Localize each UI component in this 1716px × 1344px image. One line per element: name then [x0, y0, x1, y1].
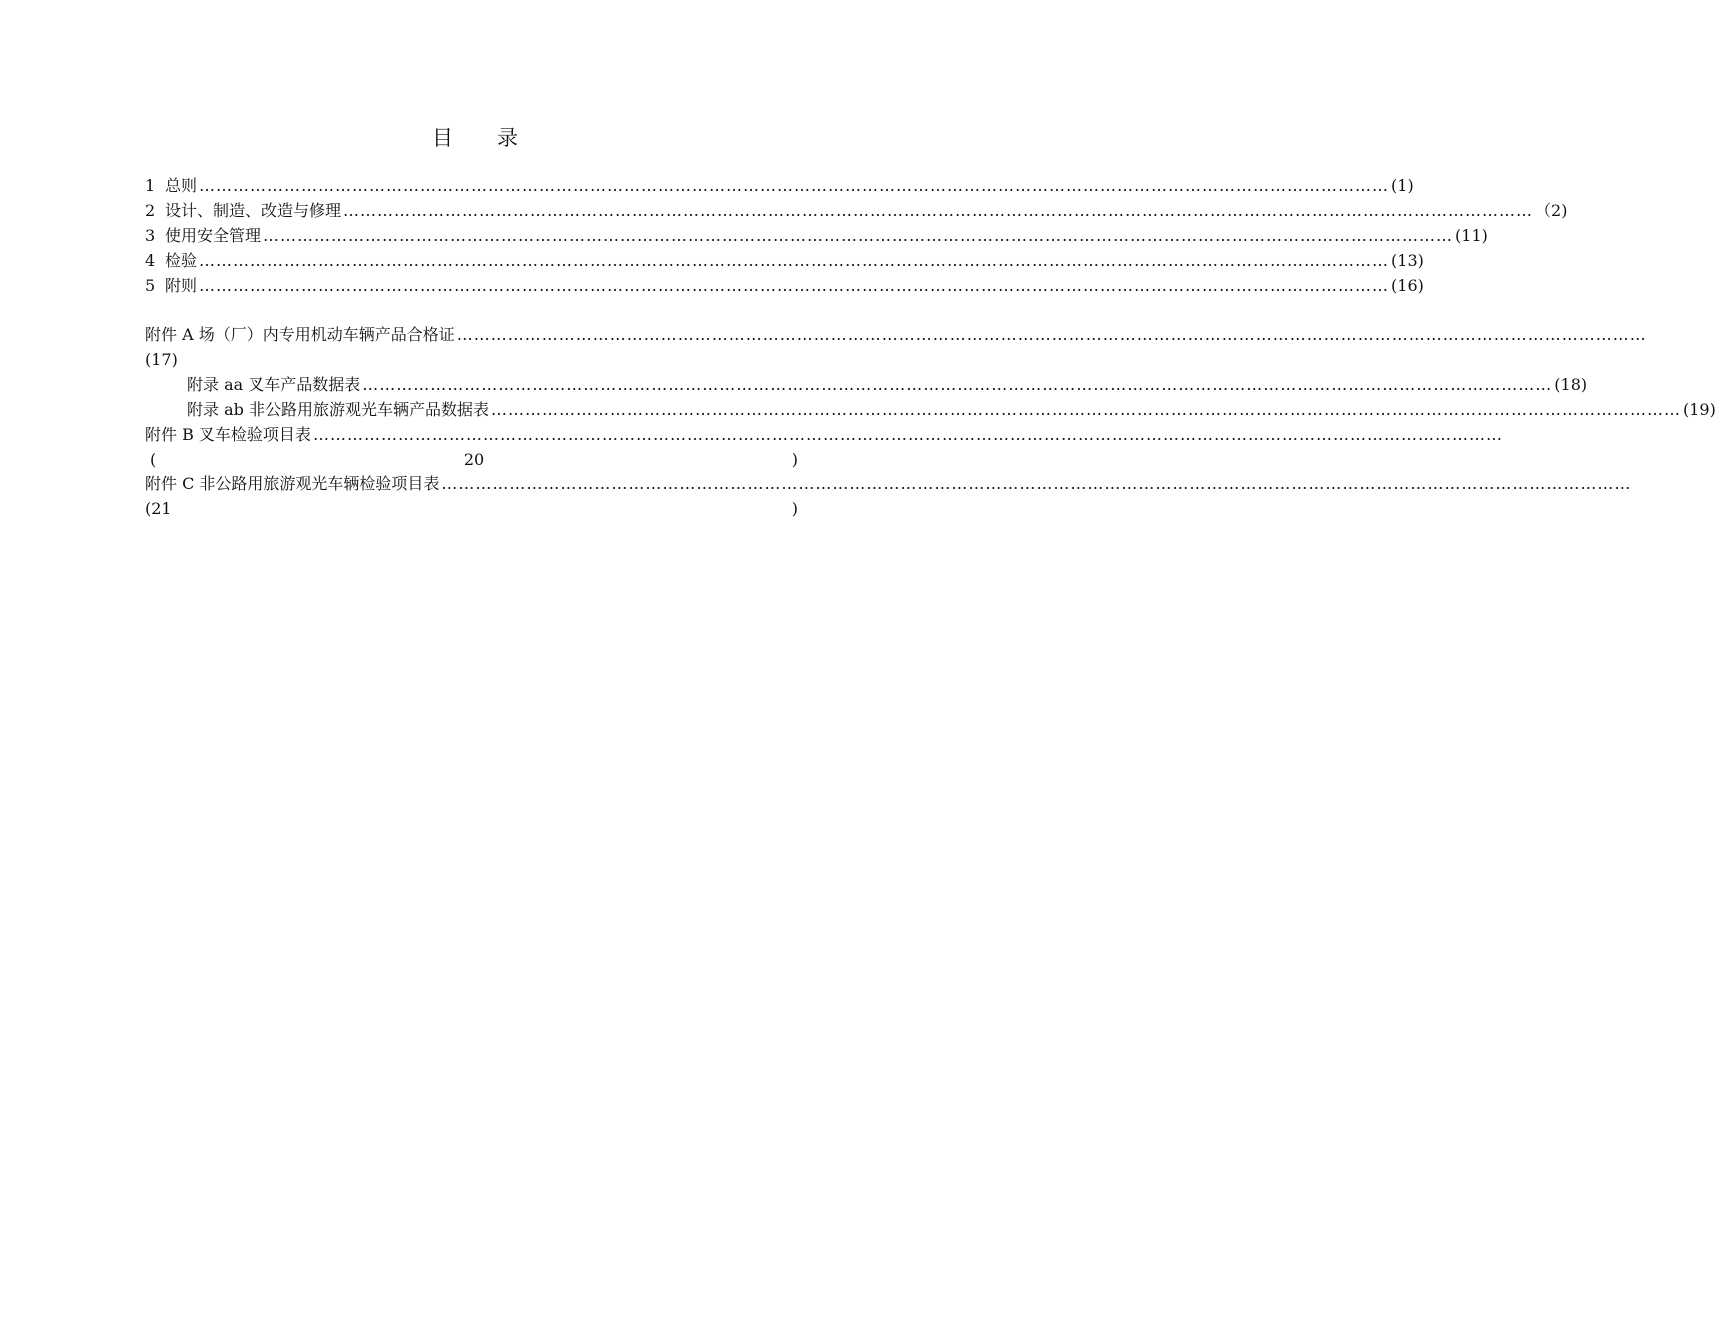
- toc-entry-number: 3: [145, 226, 156, 245]
- annex-b-page-line: [150, 448, 798, 472]
- page-title: [0, 122, 950, 152]
- toc-entry[interactable]: [145, 249, 1424, 273]
- annex-a-entry[interactable]: [145, 323, 1647, 347]
- appendix-page: (19): [1682, 400, 1716, 419]
- leader-dots: …………………………………………………………………………………………………………………………………………………………………………………………: [456, 325, 1647, 344]
- toc-entry-number: 2: [145, 201, 156, 220]
- leader-dots: …………………………………………………………………………………………………………………………………………………………………………………………: [362, 375, 1553, 394]
- annex-b-page: 20: [463, 450, 485, 469]
- annex-c-page: (21: [145, 499, 172, 518]
- toc-entry-number: 4: [145, 251, 156, 270]
- toc-entry-page: (1): [1391, 176, 1414, 195]
- title-part-1: 目: [432, 126, 453, 150]
- leader-dots: …………………………………………………………………………………………………………………………………………………………………………………………: [199, 276, 1390, 295]
- toc-entry[interactable]: [145, 174, 1414, 198]
- toc-entry[interactable]: [145, 274, 1424, 298]
- annex-b-entry[interactable]: [145, 423, 1503, 447]
- leader-dots: …………………………………………………………………………………………………………………………………………………………………………………………: [441, 474, 1632, 493]
- annex-b-open-paren: (: [150, 450, 157, 469]
- toc-entry[interactable]: [145, 224, 1488, 248]
- leader-dots: …………………………………………………………………………………………………………………………………………………………………………………………: [490, 400, 1681, 419]
- toc-entry-label: 总则: [165, 176, 198, 195]
- toc-entry[interactable]: [145, 199, 1568, 223]
- leader-dots: …………………………………………………………………………………………………………………………………………………………………………………………: [312, 425, 1503, 444]
- toc-entry-page: (13): [1391, 251, 1424, 270]
- toc-entry-page: (16): [1391, 276, 1424, 295]
- leader-dots: …………………………………………………………………………………………………………………………………………………………………………………………: [263, 226, 1454, 245]
- toc-entry-page: （2): [1535, 201, 1568, 220]
- annex-c-entry[interactable]: [145, 472, 1632, 496]
- title-part-2: 录: [497, 126, 518, 150]
- toc-entry-number: 5: [145, 276, 156, 295]
- leader-dots: …………………………………………………………………………………………………………………………………………………………………………………………: [343, 201, 1534, 220]
- appendix-label: 附录 aa 叉车产品数据表: [187, 375, 361, 394]
- annex-a-page: (17): [145, 350, 178, 369]
- toc-entry-label: 设计、制造、改造与修理: [165, 201, 342, 220]
- annex-c-page-line: [145, 497, 798, 521]
- toc-entry-label: 使用安全管理: [165, 226, 262, 245]
- annex-c-close-paren: ): [791, 499, 798, 518]
- toc-entry-number: 1: [145, 176, 156, 195]
- appendix-label: 附录 ab 非公路用旅游观光车辆产品数据表: [187, 400, 489, 419]
- toc-entry-page: (11): [1455, 226, 1488, 245]
- annex-a-label: 附件 A 场（厂）内专用机动车辆产品合格证: [145, 325, 455, 344]
- annex-b-close-paren: ): [791, 450, 798, 469]
- annex-b-label: 附件 B 叉车检验项目表: [145, 425, 311, 444]
- appendix-entry[interactable]: [187, 373, 1588, 397]
- leader-dots: …………………………………………………………………………………………………………………………………………………………………………………………: [199, 251, 1390, 270]
- toc-entry-label: 检验: [165, 251, 198, 270]
- leader-dots: …………………………………………………………………………………………………………………………………………………………………………………………: [199, 176, 1390, 195]
- annex-c-label: 附件 C 非公路用旅游观光车辆检验项目表: [145, 474, 440, 493]
- appendix-entry[interactable]: [187, 398, 1716, 422]
- toc-entry-label: 附则: [165, 276, 198, 295]
- appendix-page: (18): [1554, 375, 1588, 394]
